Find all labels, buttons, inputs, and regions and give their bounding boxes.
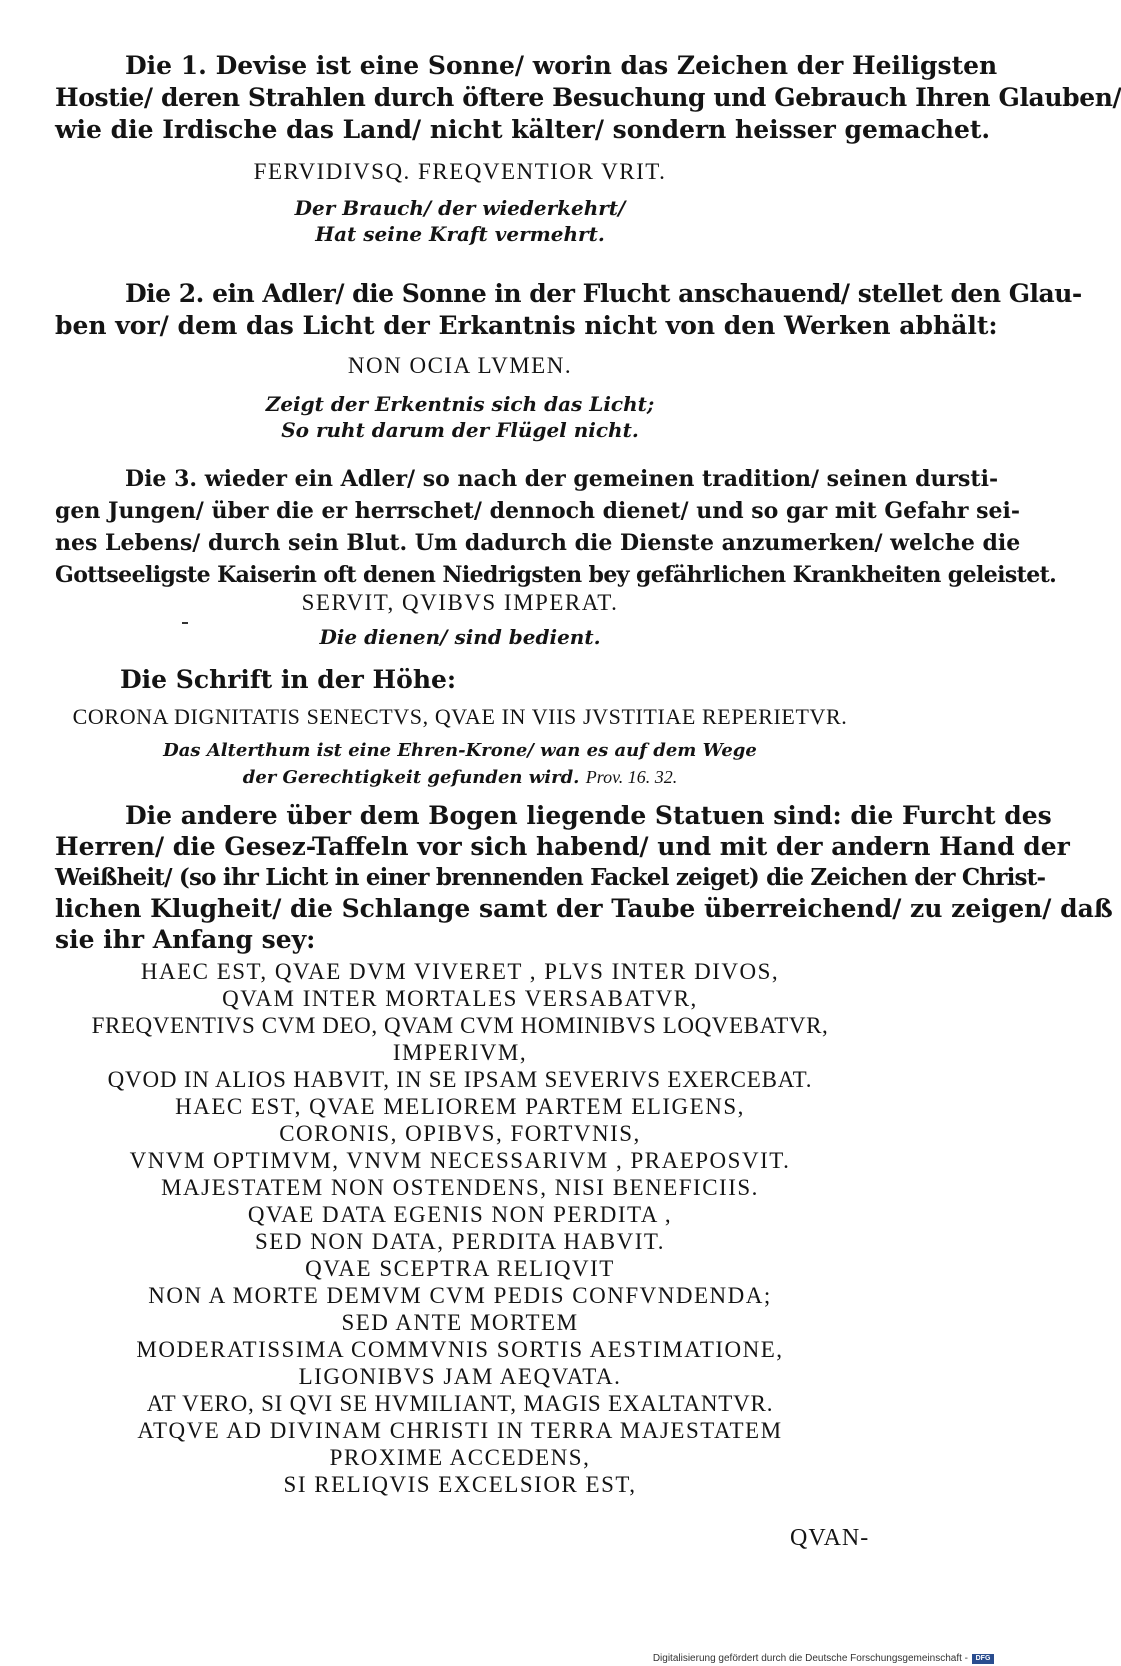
inscription-line: SI RELIQVIS EXCELSIOR EST, (283, 1472, 637, 1497)
inscription-line: FREQVENTIVS CVM DEO, QVAM CVM HOMINIBVS LOQVEBATVR, (91, 1013, 829, 1038)
schrift-verse (55, 738, 865, 791)
inscription-line: HAEC EST, QVAE DVM VIVERET , PLVS INTER DIVOS, (140, 959, 780, 984)
schrift-verse-line: Das Alterthum ist eine Ehren-Krone/ wan es auf dem Wege (163, 740, 757, 761)
devise-2-motto: NON OCIA LVMEN. (347, 353, 573, 378)
inscription-line: PROXIME ACCEDENS, (329, 1445, 591, 1470)
inscription-line: IMPERIVM, (392, 1040, 528, 1065)
statuen-line: Herren/ die Gesez-Taffeln vor sich habend/ und mit der andern Hand der (55, 832, 1070, 861)
statuen-line: Weißheit/ (so ihr Licht in einer brennenden Fackel zeiget) die Zeichen der Christ- (55, 864, 1046, 891)
devise-3-verse-line: Die dienen/ sind bedient. (319, 625, 601, 649)
inscription-line: ATQVE AD DIVINAM CHRISTI IN TERRA MAJESTATEM (137, 1418, 783, 1443)
latin-inscription (40, 958, 880, 1498)
devise-1-verse-line: Der Brauch/ der wiederkehrt/ (294, 196, 626, 220)
inscription-line: QVAE SCEPTRA RELIQVIT (305, 1256, 615, 1281)
bible-reference: Prov. 16. 32. (585, 767, 678, 787)
inscription-line: SED NON DATA, PERDITA HABVIT. (255, 1229, 665, 1254)
devise-2-verse (55, 391, 865, 443)
devise-2-verse-line: So ruht darum der Flügel nicht. (281, 418, 639, 442)
devise-3-line: nes Lebens/ durch sein Blut. Um dadurch die Dienste anzumerken/ welche die (55, 530, 1021, 556)
devise-1-verse-line: Hat seine Kraft vermehrt. (315, 222, 605, 246)
inscription-line: AT VERO, SI QVI SE HVMILIANT, MAGIS EXALTANTVR. (146, 1391, 774, 1416)
statuen-line: lichen Klugheit/ die Schlange samt der Taube überreichend/ zu zeigen/ daß (55, 894, 1113, 923)
inscription-line: QVAM INTER MORTALES VERSABATVR, (222, 986, 698, 1011)
inscription-line: MAJESTATEM NON OSTENDENS, NISI BENEFICIIS. (161, 1175, 759, 1200)
inscription-line: QVAE DATA EGENIS NON PERDITA , (247, 1202, 673, 1227)
schrift-verse-text: der Gerechtigkeit gefunden wird. (242, 767, 580, 788)
catchword: QVAN- (790, 1525, 870, 1551)
devise-1-paragraph (55, 50, 1121, 146)
digitization-footer (0, 1652, 1000, 1666)
devise-3-line: Die 3. wieder ein Adler/ so nach der gemeinen tradition/ seinen dursti- (125, 466, 999, 492)
devise-1-verse (55, 195, 865, 247)
devise-3-motto: SERVIT, QVIBVS IMPERAT. (301, 590, 619, 615)
statuen-line: Die andere über dem Bogen liegende Statuen sind: die Furcht des (125, 801, 1052, 830)
devise-1-line: Hostie/ deren Strahlen durch öftere Besuchung und Gebrauch Ihren Glauben/ (55, 83, 1121, 112)
devise-3-line: Gottseeligste Kaiserin oft denen Niedrigsten bey gefährlichen Krankheiten geleistet. (55, 562, 1057, 588)
devise-2-line: ben vor/ dem das Licht der Erkantnis nicht von den Werken abhält: (55, 311, 998, 340)
devise-2-verse-line: Zeigt der Erkentnis sich das Licht; (265, 392, 655, 416)
statuen-paragraph (55, 800, 1113, 955)
schrift-latin: CORONA DIGNITATIS SENECTVS, QVAE IN VIIS JVSTITIAE REPERIETVR. (72, 704, 848, 729)
dfg-logo: DFG (972, 1654, 994, 1664)
devise-1-line: wie die Irdische das Land/ nicht kälter/ sondern heisser gemachet. (55, 115, 991, 144)
devise-2-line: Die 2. ein Adler/ die Sonne in der Flucht anschauend/ stellet den Glau- (125, 279, 1082, 308)
inscription-line: LIGONIBVS JAM AEQVATA. (298, 1364, 622, 1389)
schrift-heading: Die Schrift in der Höhe: (120, 665, 457, 694)
devise-3-line: gen Jungen/ über die er herrschet/ dennoch dienet/ und so gar mit Gefahr sei- (55, 498, 1020, 524)
statuen-line: sie ihr Anfang sey: (55, 925, 316, 954)
devise-3-paragraph (55, 463, 1057, 591)
inscription-line: VNVM OPTIMVM, VNVM NECESSARIVM , PRAEPOSVIT. (129, 1148, 791, 1173)
inscription-line: CORONIS, OPIBVS, FORTVNIS, (279, 1121, 641, 1146)
inscription-line: HAEC EST, QVAE MELIOREM PARTEM ELIGENS, (175, 1094, 745, 1119)
devise-2-paragraph (55, 278, 1082, 342)
footer-credit: Digitalisierung gefördert durch die Deutsche Forschungsgemeinschaft - (652, 1653, 968, 1664)
inscription-line: MODERATISSIMA COMMVNIS SORTIS AESTIMATIONE, (136, 1337, 784, 1362)
inscription-line: NON A MORTE DEMVM CVM PEDIS CONFVNDENDA; (148, 1283, 772, 1308)
inscription-line: SED ANTE MORTEM (341, 1310, 579, 1335)
devise-1-motto: FERVIDIVSQ. FREQVENTIOR VRIT. (253, 159, 667, 184)
devise-1-line: Die 1. Devise ist eine Sonne/ worin das Zeichen der Heiligsten (125, 51, 998, 80)
inscription-line: QVOD IN ALIOS HABVIT, IN SE IPSAM SEVERIVS EXERCEBAT. (107, 1067, 813, 1092)
devise-3-verse (55, 624, 865, 650)
schrift-verse-line (55, 764, 865, 791)
